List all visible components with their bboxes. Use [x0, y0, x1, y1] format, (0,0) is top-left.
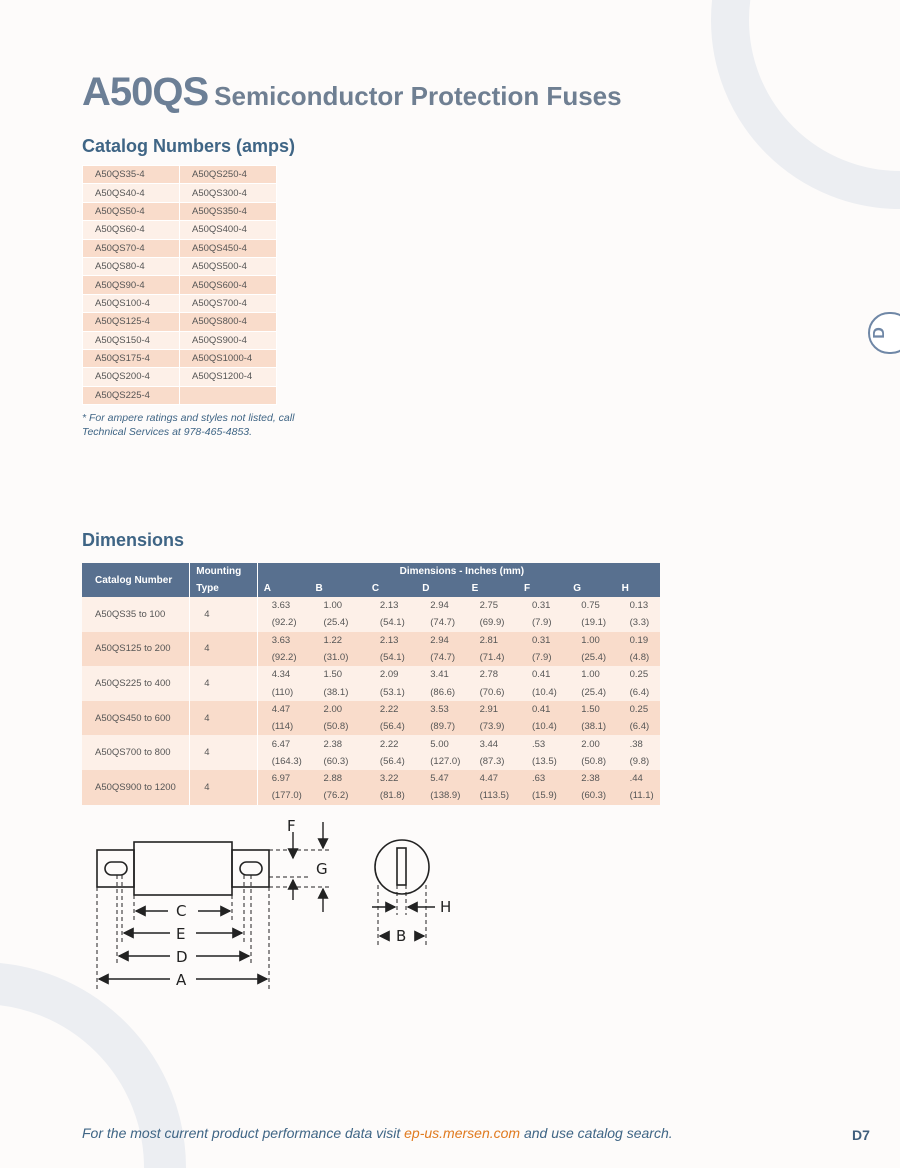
dim-inch-value: 4.47: [257, 701, 309, 718]
dim-inch-value: 1.22: [310, 632, 366, 649]
dim-inch-value: 2.22: [366, 701, 416, 718]
dim-mm-value: (50.8): [567, 753, 615, 770]
dim-inch-value: 3.22: [366, 770, 416, 787]
dim-inch-value: 2.91: [466, 701, 518, 718]
dim-inch-value: 2.75: [466, 597, 518, 614]
catalog-cell: A50QS450-4: [180, 239, 277, 257]
dim-inch-value: 3.53: [416, 701, 465, 718]
catalog-cell: A50QS225-4: [83, 386, 180, 404]
dim-inch-value: 0.31: [518, 632, 567, 649]
dim-mm-value: (164.3): [257, 753, 309, 770]
right-terminal: [232, 850, 269, 887]
dim-mm-value: (92.2): [257, 649, 309, 666]
catalog-cell: A50QS700-4: [180, 294, 277, 312]
dim-inch-value: 2.78: [466, 666, 518, 683]
dim-inch-value: 0.41: [518, 701, 567, 718]
dim-mounting-type: 4: [190, 666, 257, 701]
dimensions-heading: Dimensions: [82, 530, 185, 550]
dim-inch-value: 6.47: [257, 735, 309, 752]
dim-mm-value: (114): [257, 718, 309, 735]
dim-inch-value: 0.25: [616, 666, 660, 683]
dim-mounting-type: 4: [190, 597, 257, 632]
dim-mm-value: (38.1): [310, 683, 366, 700]
catalog-cell: A50QS250-4: [180, 166, 277, 184]
dim-mm-value: (56.4): [366, 753, 416, 770]
dim-mm-value: (9.8): [616, 753, 660, 770]
dim-mm-value: (4.8): [616, 649, 660, 666]
dim-mm-value: (15.9): [518, 787, 567, 804]
catalog-cell: A50QS80-4: [83, 257, 180, 275]
dim-mm-value: (113.5): [466, 787, 518, 804]
catalog-cell: A50QS70-4: [83, 239, 180, 257]
catalog-cell: A50QS800-4: [180, 313, 277, 331]
dim-inch-value: 2.09: [366, 666, 416, 683]
dim-mm-value: (70.6): [466, 683, 518, 700]
dim-mm-value: (25.4): [310, 614, 366, 631]
dim-inch-value: 3.63: [257, 597, 309, 614]
dim-inch-value: 3.44: [466, 735, 518, 752]
catalog-cell: A50QS300-4: [180, 184, 277, 202]
left-terminal: [97, 850, 134, 887]
dim-inch-value: 0.75: [567, 597, 615, 614]
catalog-cell: A50QS125-4: [83, 313, 180, 331]
col-dim-g: G: [567, 580, 615, 597]
catalog-cell: A50QS40-4: [83, 184, 180, 202]
dim-inch-value: 0.41: [518, 666, 567, 683]
dim-mm-value: (110): [257, 683, 309, 700]
dim-inch-value: 4.47: [466, 770, 518, 787]
dim-inch-value: 1.50: [310, 666, 366, 683]
dim-mm-value: (6.4): [616, 718, 660, 735]
dim-mm-value: (60.3): [567, 787, 615, 804]
dim-mm-value: (19.1): [567, 614, 615, 631]
dim-mm-value: (7.9): [518, 614, 567, 631]
col-mounting-type: Type: [190, 580, 257, 597]
dim-mm-value: (56.4): [366, 718, 416, 735]
catalog-cell: A50QS100-4: [83, 294, 180, 312]
dim-mm-value: (76.2): [310, 787, 366, 804]
catalog-cell: A50QS900-4: [180, 331, 277, 349]
dim-inch-value: 6.97: [257, 770, 309, 787]
dim-inch-value: 2.13: [366, 632, 416, 649]
dim-inch-value: 1.00: [310, 597, 366, 614]
dim-inch-value: 0.13: [616, 597, 660, 614]
dim-mm-value: (53.1): [366, 683, 416, 700]
catalog-cell: A50QS35-4: [83, 166, 180, 184]
dim-mm-value: (81.8): [366, 787, 416, 804]
dim-inch-value: .38: [616, 735, 660, 752]
dim-mm-value: (86.6): [416, 683, 465, 700]
dim-inch-value: 0.31: [518, 597, 567, 614]
dim-inch-value: 3.41: [416, 666, 465, 683]
catalog-cell: A50QS60-4: [83, 221, 180, 239]
label-a: A: [176, 971, 187, 989]
footer-text-after: and use catalog search.: [520, 1125, 673, 1141]
dim-inch-value: 2.13: [366, 597, 416, 614]
col-dim-b: B: [310, 580, 366, 597]
dim-mm-value: (127.0): [416, 753, 465, 770]
fuse-body: [134, 842, 232, 895]
dim-mm-value: (25.4): [567, 683, 615, 700]
dim-inch-value: .44: [616, 770, 660, 787]
dim-inch-value: 5.47: [416, 770, 465, 787]
dim-inch-value: 2.00: [567, 735, 615, 752]
dim-inch-value: 1.00: [567, 632, 615, 649]
dim-inch-value: 2.38: [567, 770, 615, 787]
dim-mounting-type: 4: [190, 770, 257, 805]
dim-mm-value: (74.7): [416, 649, 465, 666]
catalog-note: * For ampere ratings and styles not listed, call Technical Services at 978-465-4853.: [82, 412, 295, 438]
dim-inch-value: 1.00: [567, 666, 615, 683]
catalog-cell: A50QS175-4: [83, 349, 180, 367]
col-dim-e: E: [466, 580, 518, 597]
dim-inch-value: 2.81: [466, 632, 518, 649]
dim-inch-value: .53: [518, 735, 567, 752]
catalog-cell: A50QS350-4: [180, 202, 277, 220]
dim-mounting-type: 4: [190, 632, 257, 667]
dim-inch-value: 2.88: [310, 770, 366, 787]
dim-mounting-type: 4: [190, 735, 257, 770]
label-d: D: [176, 948, 188, 966]
dim-mm-value: (138.9): [416, 787, 465, 804]
dim-inch-value: 2.94: [416, 632, 465, 649]
dim-mm-value: (6.4): [616, 683, 660, 700]
dim-mm-value: (71.4): [466, 649, 518, 666]
dim-mm-value: (60.3): [310, 753, 366, 770]
dim-inch-value: 5.00: [416, 735, 465, 752]
col-catalog-number: Catalog Number: [82, 563, 190, 597]
label-h: H: [440, 898, 452, 916]
dim-inch-value: 2.94: [416, 597, 465, 614]
col-dim-a: A: [257, 580, 309, 597]
dim-inch-value: 4.34: [257, 666, 309, 683]
dim-mm-value: (10.4): [518, 718, 567, 735]
dim-mm-value: (69.9): [466, 614, 518, 631]
col-dimensions: Dimensions - Inches (mm): [257, 563, 660, 580]
dim-inch-value: 1.50: [567, 701, 615, 718]
label-f: F: [287, 817, 296, 835]
dim-mm-value: (73.9): [466, 718, 518, 735]
dim-mm-value: (92.2): [257, 614, 309, 631]
catalog-cell: A50QS500-4: [180, 257, 277, 275]
dim-inch-value: 0.19: [616, 632, 660, 649]
catalog-cell: A50QS90-4: [83, 276, 180, 294]
dim-mm-value: (50.8): [310, 718, 366, 735]
col-mounting: Mounting: [190, 563, 257, 580]
dim-catalog-number: A50QS225 to 400: [82, 666, 190, 701]
dim-mm-value: (25.4): [567, 649, 615, 666]
page-number: D7: [852, 1127, 870, 1143]
dim-mm-value: (89.7): [416, 718, 465, 735]
dim-mm-value: (3.3): [616, 614, 660, 631]
section-tab-letter: D: [870, 327, 888, 339]
dim-catalog-number: A50QS700 to 800: [82, 735, 190, 770]
dim-catalog-number: A50QS900 to 1200: [82, 770, 190, 805]
catalog-heading: Catalog Numbers (amps): [82, 136, 296, 156]
dim-mounting-type: 4: [190, 701, 257, 736]
dim-mm-value: (87.3): [466, 753, 518, 770]
dim-mm-value: (31.0): [310, 649, 366, 666]
dim-inch-value: 2.38: [310, 735, 366, 752]
label-b: B: [396, 927, 407, 945]
dim-mm-value: (54.1): [366, 649, 416, 666]
col-dim-c: C: [366, 580, 416, 597]
dim-inch-value: 3.63: [257, 632, 309, 649]
label-c: C: [176, 902, 187, 920]
dim-mm-value: (74.7): [416, 614, 465, 631]
catalog-cell: A50QS1000-4: [180, 349, 277, 367]
dim-mm-value: (10.4): [518, 683, 567, 700]
dim-mm-value: (54.1): [366, 614, 416, 631]
dim-catalog-number: A50QS450 to 600: [82, 701, 190, 736]
catalog-cell: A50QS150-4: [83, 331, 180, 349]
product-code: A50QS: [82, 70, 209, 114]
dim-mm-value: (177.0): [257, 787, 309, 804]
catalog-cell: A50QS50-4: [83, 202, 180, 220]
dim-inch-value: 2.00: [310, 701, 366, 718]
catalog-cell: A50QS400-4: [180, 221, 277, 239]
dim-inch-value: .63: [518, 770, 567, 787]
dim-mm-value: (13.5): [518, 753, 567, 770]
catalog-cell: A50QS600-4: [180, 276, 277, 294]
dim-mm-value: (38.1): [567, 718, 615, 735]
dim-mm-value: (11.1): [616, 787, 660, 804]
col-dim-h: H: [616, 580, 660, 597]
footer-note: [82, 1125, 673, 1141]
footer-link[interactable]: ep-us.mersen.com: [404, 1125, 521, 1141]
dim-mm-value: (7.9): [518, 649, 567, 666]
col-dim-f: F: [518, 580, 567, 597]
col-dim-d: D: [416, 580, 465, 597]
dim-catalog-number: A50QS125 to 200: [82, 632, 190, 667]
dim-catalog-number: A50QS35 to 100: [82, 597, 190, 632]
footer-text-before: For the most current product performance data visit: [82, 1125, 405, 1141]
dim-inch-value: 2.22: [366, 735, 416, 752]
catalog-cell: A50QS200-4: [83, 368, 180, 386]
catalog-cell: A50QS1200-4: [180, 368, 277, 386]
dim-inch-value: 0.25: [616, 701, 660, 718]
label-g: G: [316, 860, 328, 878]
label-e: E: [176, 925, 186, 943]
product-title: Semiconductor Protection Fuses: [214, 81, 622, 111]
